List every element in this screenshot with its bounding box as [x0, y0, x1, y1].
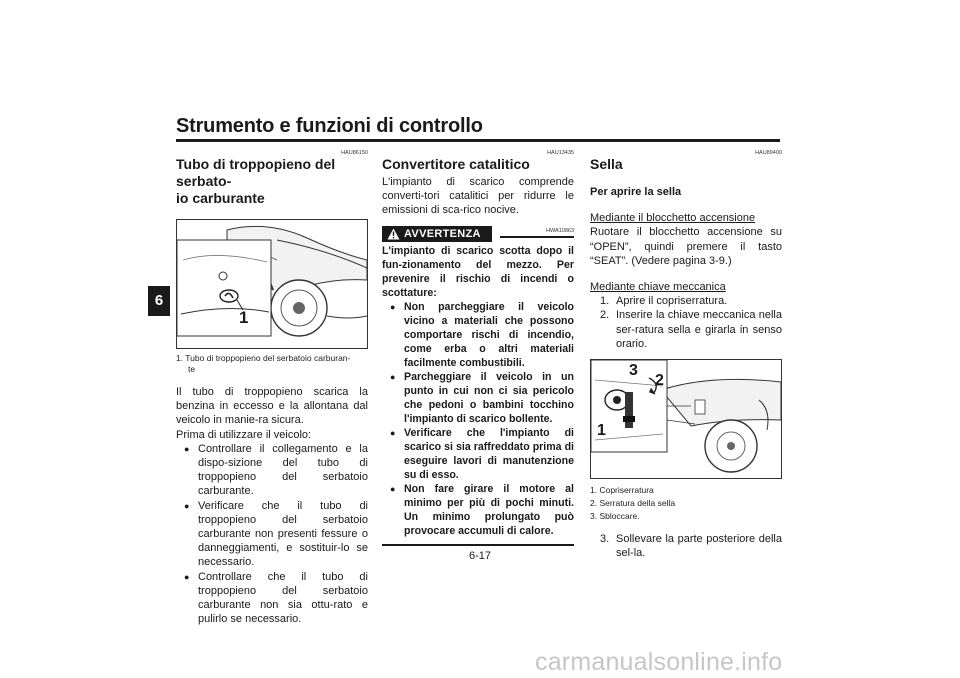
warning-bullet: ● Non fare girare il motore al minimo per più di pochi minuti. Un minimo prolungato può provocare accumuli di calore. [382, 482, 574, 538]
warning-code: HWA10863 [546, 227, 574, 234]
section-code: HAU13435 [547, 150, 574, 156]
paragraph-intro: Prima di utilizzare il veicolo: [176, 428, 312, 441]
header-rule [176, 139, 780, 142]
warning-end-rule [382, 544, 574, 546]
paragraph: L'impianto di scarico comprende converti-tori catalitici per ridurre le emissioni di sca-rico nocive. [382, 176, 574, 217]
subtitle-open-seat: Per aprire la sella [590, 186, 682, 198]
step-number: 1. [600, 295, 610, 308]
figure-caption: 1. Tubo di troppopieno del serbatoio carburan- [176, 353, 351, 363]
warning-rule [500, 236, 574, 238]
paragraph: Ruotare il blocchetto accensione su “OPEN”, quindi premere il tasto “SEAT”. (Vedere pagina 3-9.) [590, 226, 782, 267]
page-header-title: Strumento e funzioni di controllo [176, 115, 483, 137]
method-title: Mediante il blocchetto accensione [590, 212, 756, 225]
figure-fuel-overflow-hose [176, 219, 368, 349]
figure-caption: 1. Copriserratura [590, 485, 654, 496]
figure-caption: 3. Sbloccare. [590, 511, 640, 522]
bullet-item: ● Controllare che il tubo di troppopieno del serbatoio carburante non sia ottu-rato e pulirlo se necessario. [176, 570, 368, 627]
step-text: Sollevare la parte posteriore della sel-la. [616, 533, 782, 560]
section-title-catalytic: Convertitore catalitico [382, 156, 530, 172]
warning-label: AVVERTENZA [404, 227, 481, 240]
step-item [590, 294, 782, 308]
figure-callout-1: 1 [239, 308, 249, 327]
chapter-tab: 6 [148, 286, 170, 316]
warning-bullet: ● Parcheggiare il veicolo in un punto in cui non ci sia pericolo che pedoni o bambini tocchino l'impianto di scarico bollente. [382, 370, 574, 426]
section-title-fuel-overflow: Tubo di troppopieno del serbato- io carburante [176, 156, 336, 206]
figure-callout-1: 1 [597, 422, 606, 440]
section-code: HAU86150 [341, 150, 368, 156]
warning-intro: L'impianto di scarico scotta dopo il fun-zionamento del mezzo. Per prevenire il rischio di incendi o scottature: [382, 244, 574, 299]
figure-caption: 2. Serratura della sella [590, 498, 676, 509]
section-title-seat: Sella [590, 156, 623, 172]
watermark-text: carmanualsonline.info [535, 648, 783, 676]
column-catalytic-converter [382, 150, 574, 546]
step-item [590, 532, 782, 560]
warning-bullet: ● Verificare che l'impianto di scarico si sia raffreddato prima di eseguire lavori di manutenzione su di esso. [382, 426, 574, 482]
column-fuel-overflow [176, 150, 368, 626]
warning-bullet: ● Non parcheggiare il veicolo vicino a materiali che possono comportare rischi di incendio, come erba o altri materiali facilmente combustibili. [382, 300, 574, 370]
page-number: 6-17 [468, 550, 492, 562]
figure-caption-cont: te [188, 364, 196, 374]
step-number: 3. [600, 533, 610, 546]
step-number: 2. [600, 309, 610, 322]
step-text: Inserire la chiave meccanica nella ser-ratura sella e girarla in senso orario. [616, 309, 782, 350]
figure-seat-lock [590, 359, 782, 479]
section-code: HAU89400 [755, 150, 782, 156]
method-title: Mediante chiave meccanica [590, 281, 726, 294]
figure-callout-3: 3 [629, 362, 638, 380]
column-seat [590, 150, 782, 560]
step-item [590, 308, 782, 351]
bullet-item: ● Verificare che il tubo di troppopieno del serbatoio carburante non presenti fessure o danneggiamenti, e sostituir-lo se necessario. [176, 499, 368, 570]
bullet-item: ● Controllare il collegamento e la dispo-sizione del tubo di troppopieno del serbatoio carburante. [176, 442, 368, 499]
figure-callout-2: 2 [655, 372, 664, 390]
scooter-side-illustration [177, 220, 367, 348]
paragraph: Il tubo di troppopieno scarica la benzina in eccesso e la allontana dal veicolo in manie-ra sicura. [176, 386, 368, 427]
step-text: Aprire il copriserratura. [616, 295, 728, 308]
seat-lock-illustration [591, 360, 781, 478]
